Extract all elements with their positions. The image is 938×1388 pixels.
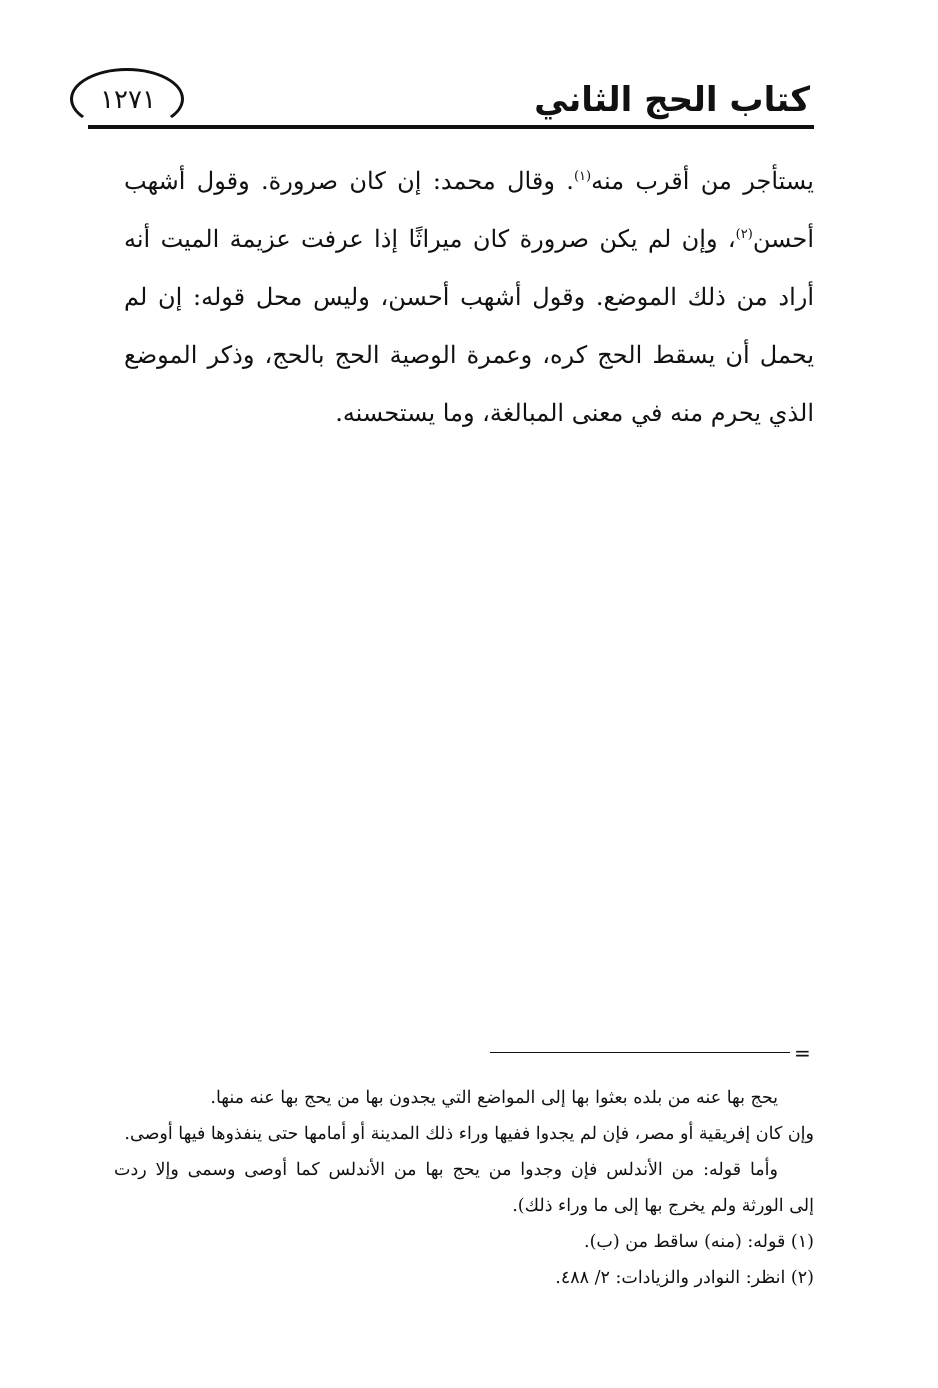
footnote-continued-line: يحج بها عنه من بلده بعثوا بها إلى المواضع التي يجدون بها من يحج بها عنه منها. bbox=[210, 1088, 778, 1108]
footnote-ref-1: (١) bbox=[573, 169, 592, 184]
footnote-1: (١) قوله: (منه) ساقط من (ب). bbox=[584, 1232, 814, 1252]
running-header-title: كتاب الحج الثاني bbox=[534, 80, 810, 120]
footnote-continued-line: وإن كان إفريقية أو مصر، فإن لم يجدوا ففيها وراء ذلك المدينة أو أمامها حتى ينفذوها فيها أوصى. bbox=[124, 1124, 814, 1144]
paragraph-text bbox=[124, 152, 814, 442]
text-segment: ، وإن لم يكن صرورة كان ميراثًا إذا عرفت عزيمة الميت أنه أراد من ذلك الموضع. وقول أشهب أحسن، وليس محل قوله: إن لم يحمل أن يسقط الحج كره، وعمرة الوصية الحج بالحج، وذكر الموضع الذي يحرم منه في معنى المبالغة، وما يستحسنه. bbox=[124, 225, 814, 427]
text-segment: . وقال محمد: إن كان صرورة. وقول أشهب أحسن bbox=[124, 167, 814, 253]
footnote-continuation-mark: = bbox=[794, 1041, 811, 1065]
footnote-separator bbox=[490, 1052, 790, 1053]
main-paragraph bbox=[124, 152, 814, 442]
footnote-2: (٢) انظر: النوادر والزيادات: ٢/ ٤٨٨. bbox=[555, 1268, 814, 1288]
header-divider bbox=[88, 125, 814, 129]
text-segment: يستأجر من أقرب منه bbox=[591, 167, 814, 195]
page-number: ١٢٧١ bbox=[100, 85, 156, 115]
footnote-ref-2: (٢) bbox=[735, 227, 753, 242]
footnote-continued-line: إلى الورثة ولم يخرج بها إلى ما وراء ذلك). bbox=[512, 1196, 814, 1216]
footnotes-section bbox=[114, 1080, 814, 1296]
footnote-continued-line: وأما قوله: من الأندلس فإن وجدوا من يحج بها من الأندلس كما أوصى وسمى وإلا ردت bbox=[114, 1160, 778, 1180]
